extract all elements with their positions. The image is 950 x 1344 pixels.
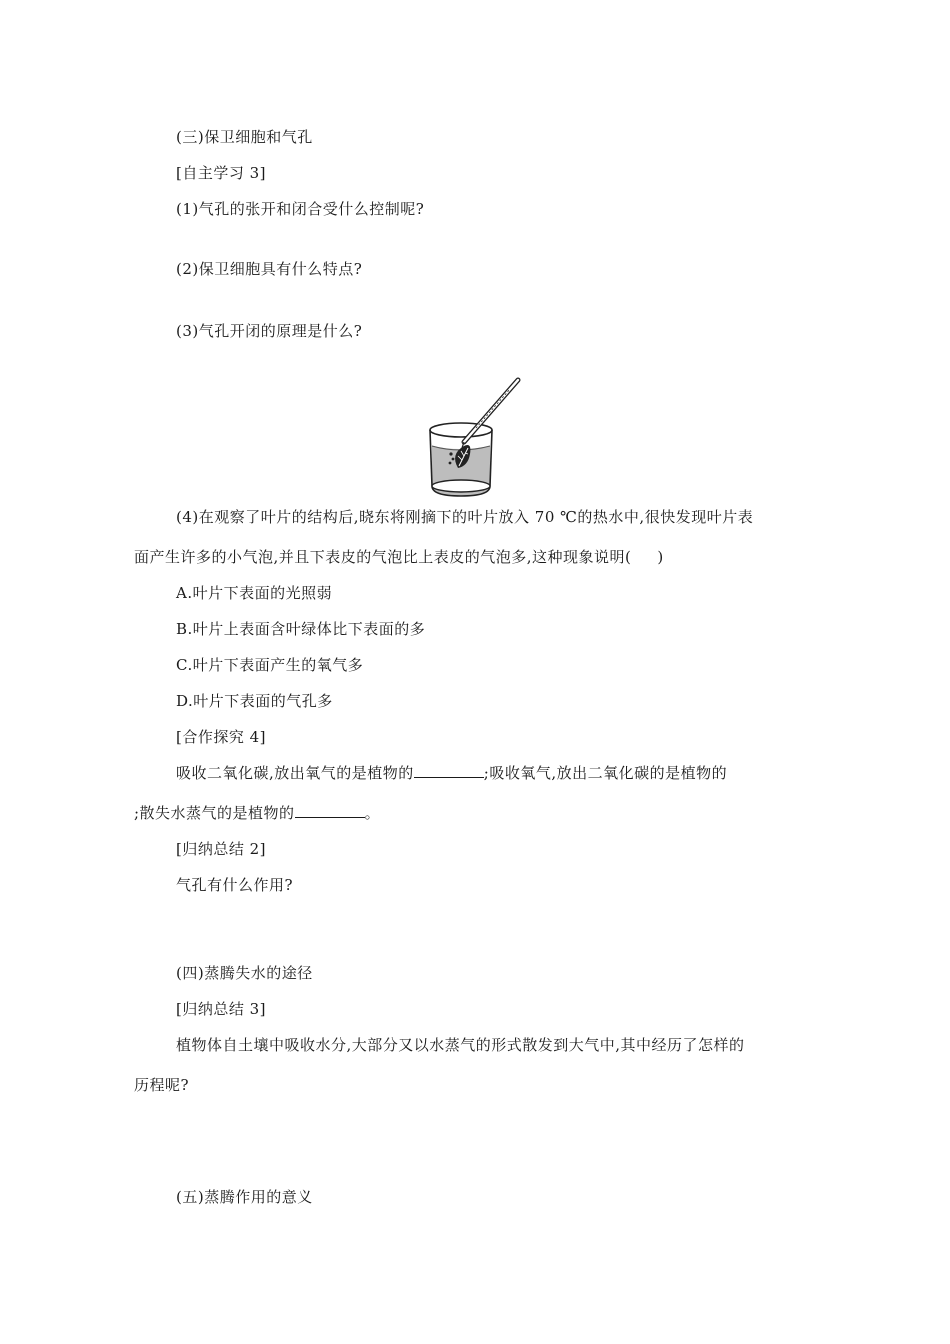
- section-heading-guard-cells: (三)保卫细胞和气孔: [176, 128, 313, 146]
- option-c: C.叶片下表面产生的氧气多: [176, 656, 364, 674]
- summary-2-label: [归纳总结 2]: [176, 840, 267, 858]
- option-b: B.叶片上表面含叶绿体比下表面的多: [176, 620, 426, 638]
- fill-blank-3[interactable]: [295, 803, 365, 818]
- cooperate-line-2-a: ;散失水蒸气的是植物的: [134, 804, 295, 822]
- section-4-line-2: 历程呢?: [134, 1076, 190, 1094]
- cooperate-label: [合作探究 4]: [176, 728, 267, 746]
- option-d: D.叶片下表面的气孔多: [176, 692, 333, 710]
- cooperate-line-1-b: ;吸收氧气,放出二氧化碳的是植物的: [483, 764, 728, 782]
- beaker-with-leaf-and-forceps-icon: [420, 374, 530, 504]
- question-4-line-2-text: 面产生许多的小气泡,并且下表皮的气泡比上表皮的气泡多,这种现象说明(: [134, 548, 632, 566]
- cooperate-line-1-a: 吸收二氧化碳,放出氧气的是植物的: [176, 764, 414, 782]
- question-4-line-2-close: ): [657, 548, 664, 566]
- question-1: (1)气孔的张开和闭合受什么控制呢?: [176, 200, 425, 218]
- question-4-line-2: [134, 547, 664, 567]
- question-3: (3)气孔开闭的原理是什么?: [176, 322, 363, 340]
- question-2: (2)保卫细胞具有什么特点?: [176, 260, 363, 278]
- section-4-line-1: 植物体自土壤中吸收水分,大部分又以水蒸气的形式散发到大气中,其中经历了怎样的: [176, 1036, 745, 1054]
- self-study-label: [自主学习 3]: [176, 164, 267, 182]
- summary-2-question: 气孔有什么作用?: [176, 876, 294, 894]
- cooperate-line-2: [134, 803, 380, 823]
- cooperate-line-2-b: 。: [364, 804, 381, 822]
- fill-blank-1[interactable]: [414, 763, 484, 778]
- option-a: A.叶片下表面的光照弱: [176, 584, 333, 602]
- cooperate-line-1: [176, 763, 727, 783]
- question-4-line-1: (4)在观察了叶片的结构后,晓东将刚摘下的叶片放入 70 ℃的热水中,很快发现叶片表: [176, 508, 754, 526]
- section-heading-transpiration-significance: (五)蒸腾作用的意义: [176, 1188, 313, 1206]
- section-heading-transpiration-path: (四)蒸腾失水的途径: [176, 964, 313, 982]
- summary-3-label: [归纳总结 3]: [176, 1000, 267, 1018]
